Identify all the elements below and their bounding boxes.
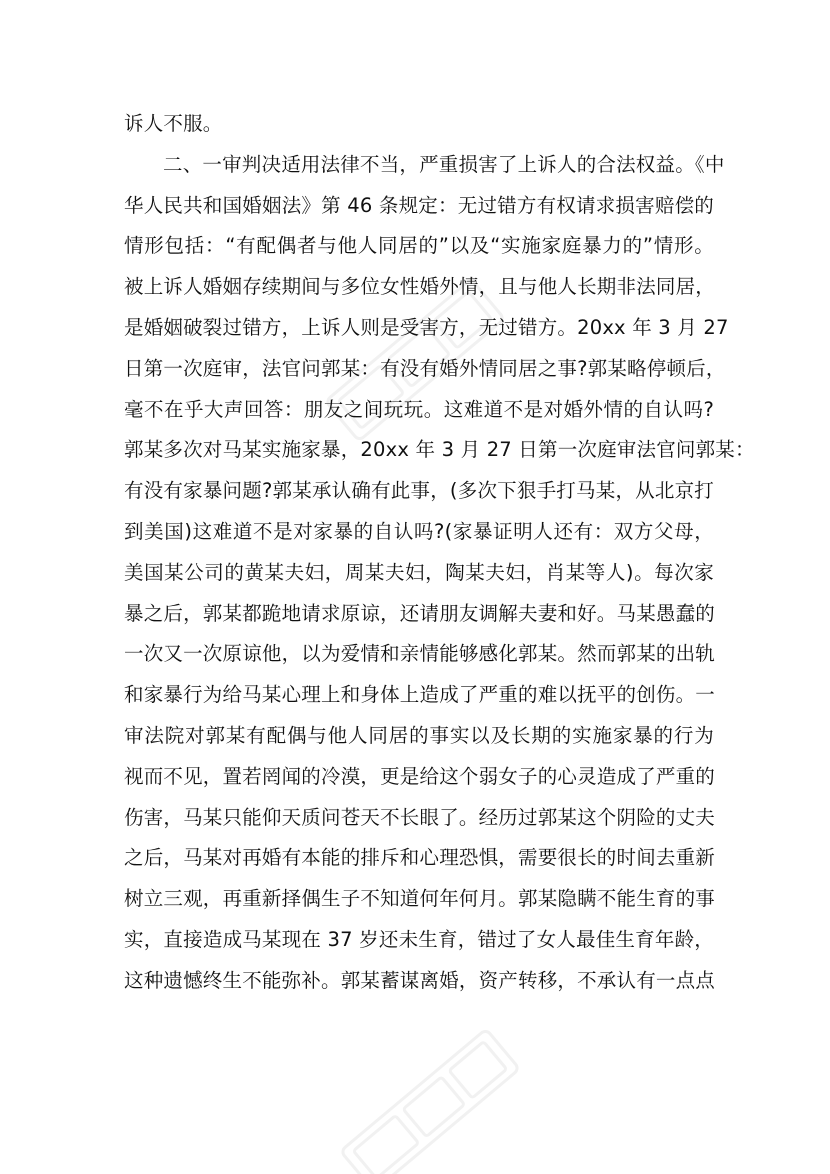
text-line: 诉人不服。 — [124, 112, 223, 135]
text-line: 到美国)这难道不是对家暴的自认吗?(家暴证明人还有：双方父母， — [124, 519, 714, 543]
text-line: 树立三观，再重新择偶生子不知道何年何月。郭某隐瞒不能生育的事 — [124, 887, 716, 911]
text-line: 审法院对郭某有配偶与他人同居的事实以及长期的实施家暴的行为 — [124, 723, 714, 747]
text-line: 之后，马某对再婚有本能的排斥和心理恐惧，需要很长的时间去重新 — [124, 846, 716, 870]
text-line: 这种遗憾终生不能弥补。郭某蓄谋离婚，资产转移，不承认有一点点 — [124, 968, 716, 992]
text-line: 二、一审判决适用法律不当，严重损害了上诉人的合法权益。《中 — [163, 152, 725, 176]
text-line: 是婚姻破裂过错方，上诉人则是受害方，无过错方。20xx 年 3 月 27 — [124, 315, 729, 339]
text-line: 实，直接造成马某现在 37 岁还未生育，错过了女人最佳生育年龄， — [124, 927, 714, 951]
text-line: 日第一次庭审，法官问郭某：有没有婚外情同居之事?郭某略停顿后， — [124, 356, 726, 380]
document-body — [124, 104, 755, 1002]
text-line: 情形包括：“有配偶者与他人同居的”以及“实施家庭暴力的”情形。 — [124, 234, 714, 258]
text-line: 毫不在乎大声回答：朋友之间玩玩。这难道不是对婚外情的自认吗? — [124, 397, 714, 421]
text-line: 美国某公司的黄某夫妇，周某夫妇，陶某夫妇，肖某等人)。每次家 — [124, 560, 714, 584]
text-line: 被上诉人婚姻存续期间与多位女性婚外情，且与他人长期非法同居， — [124, 275, 716, 299]
text-line: 暴之后，郭某都跪地请求原谅，还请朋友调解夫妻和好。马某愚蠢的 — [124, 601, 716, 625]
text-line: 视而不见，置若罔闻的冷漠，更是给这个弱女子的心灵造成了严重的 — [124, 764, 716, 788]
text-line: 郭某多次对马某实施家暴，20xx 年 3 月 27 日第一次庭审法官问郭某： — [124, 438, 755, 462]
text-line: 伤害，马某只能仰天质问苍天不长眼了。经历过郭某这个阴险的丈夫 — [124, 805, 716, 829]
text-line: 华人民共和国婚姻法》第 46 条规定：无过错方有权请求损害赔偿的 — [124, 193, 714, 217]
text-line: 一次又一次原谅他，以为爱情和亲情能够感化郭某。然而郭某的出轨 — [124, 642, 716, 666]
text-line: 有没有家暴问题?郭某承认确有此事，(多次下狠手打马某，从北京打 — [124, 479, 714, 503]
text-line: 和家暴行为给马某心理上和身体上造成了严重的难以抚平的创伤。一 — [124, 683, 716, 707]
